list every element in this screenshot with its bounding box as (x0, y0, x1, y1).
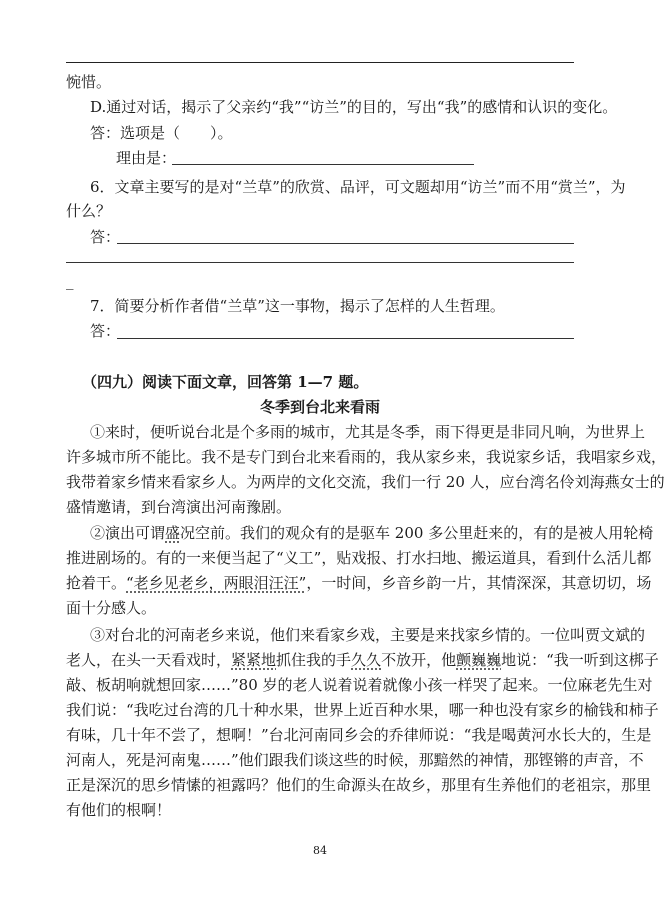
question-7-answer-blank[interactable] (117, 338, 574, 339)
para3-line2 (66, 650, 659, 670)
para1-line1: ①来时，便听说台北是个多雨的城市，尤其是冬季，雨下得更是非同凡响，为世界上 (90, 423, 646, 441)
section-heading: （四九）阅读下面文章，回答第 1—7 题。 (82, 373, 369, 391)
para3-line2-pre: 老人，在头一天看戏时， (66, 651, 232, 669)
para2-line1-pre: ②演出可谓 (90, 524, 166, 542)
para3-line1: ③对台北的河南老乡来说，他们来看家乡戏，主要是来找家乡情的。一位叫贾文斌的 (90, 626, 646, 644)
para2-line3-pre: 抢着干。 (66, 574, 127, 592)
para3-line5: 有味，几十年不尝了，想啊！”台北河南同乡会的乔律师说：“我是喝黄河水长大的，生是 (66, 726, 652, 744)
para2-line4: 面十分感人。 (66, 599, 157, 617)
para3-line7: 正是深沉的思乡情愫的袒露吗？他们的生命源头在故乡，那里有生养他们的老祖宗，那里 (66, 776, 652, 794)
option-c-tail: 惋惜。 (66, 73, 112, 91)
para1-line2: 许多城市所不能比。我不是专门到台北来看雨的，我从家乡来，我说家乡话，我唱家乡戏， (66, 448, 666, 466)
para3-line2-mid2: 不放开，他 (381, 651, 457, 669)
para3-line2-emphasis-2: 久久 (351, 651, 382, 669)
para1-line3: 我带着家乡情来看家乡人。为两岸的文化交流，我们一行 20 人，应台湾名伶刘海燕女士的 (66, 473, 665, 491)
question-7-answer-label: 答： (90, 322, 121, 340)
para3-line2-post: 地说：“我一听到这梆子 (501, 651, 659, 669)
para3-line2-mid: 抓住我的手 (276, 651, 352, 669)
question-6-answer-blank-2[interactable] (66, 262, 574, 263)
page-number: 84 (313, 844, 327, 857)
question-7-line1: 7．简要分析作者借“兰草”这一事物，揭示了怎样的人生哲理。 (90, 297, 505, 315)
para3-line4: 我们说：“我吃过台湾的几十种水果，世界上近百种水果，哪一种也没有家乡的榆钱和柿子 (66, 701, 659, 719)
para3-line8: 有他们的根啊！ (66, 801, 172, 819)
para3-line2-emphasis-3: 颤巍巍 (456, 651, 502, 669)
answer-choice: 答：选项是（ ）。 (90, 124, 233, 142)
para2-line3-post: ，一时间，乡音乡韵一片，其情深深，其意切切，场 (306, 574, 652, 592)
reason-blank[interactable] (172, 164, 474, 165)
top-rule (66, 62, 574, 63)
para2-line3 (66, 573, 651, 593)
question-6-answer-blank-1[interactable] (117, 243, 574, 244)
article-title: 冬季到台北来看雨 (259, 398, 380, 416)
para1-line4: 盛情邀请，到台湾演出河南豫剧。 (66, 498, 292, 516)
reason-label: 理由是： (116, 149, 177, 167)
para2-line2: 推进剧场的。有的一来便当起了“义工”，贴戏报、打水扫地、搬运道具，看到什么活儿都 (66, 549, 652, 567)
option-d: D.通过对话，揭示了父亲约“我”“访兰”的目的，写出“我”的感情和认识的变化。 (90, 98, 618, 116)
question-6-line2: 什么？ (66, 202, 112, 220)
para2-line1-emphasis: 盛 (165, 524, 181, 542)
stray-underscore: _ (66, 272, 74, 290)
para3-line2-emphasis-1: 紧紧地 (231, 651, 277, 669)
para3-line3: 敲、板胡响就想回家……”80 岁的老人说着说着就像小孩一样哭了起来。一位麻老先生对 (66, 676, 653, 694)
question-6-line1: 6．文章主要写的是对“兰草”的欣赏、品评，可文题却用“访兰”而不用“赏兰”，为 (90, 178, 626, 196)
para2-line3-emphasis: “老乡见老乡，两眼泪汪汪” (126, 574, 307, 592)
para2-line1 (90, 523, 653, 543)
para2-line1-post: 况空前。我们的观众有的是驱车 200 多公里赶来的，有的是被人用轮椅 (180, 524, 654, 542)
para3-line6: 河南人，死是河南鬼……”他们跟我们谈这些的时候，那黯然的神情，那铿锵的声音，不 (66, 751, 644, 769)
question-6-answer-label: 答： (90, 228, 121, 246)
